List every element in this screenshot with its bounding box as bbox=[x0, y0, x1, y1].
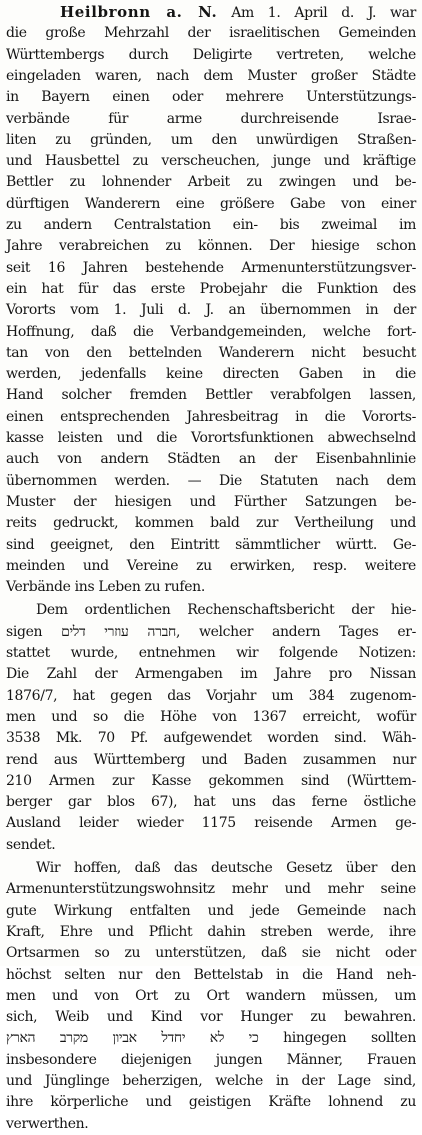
text-line bbox=[6, 385, 416, 406]
text-line bbox=[6, 707, 416, 728]
line-text: ihre körperliche und geistigen Kräfte lohnend zu bbox=[6, 1094, 416, 1111]
line-text: Ortsarmen so zu unterstützen, daß sie nicht oder bbox=[6, 945, 416, 962]
line-text: reits gedruckt, kommen bald zur Vertheilung und bbox=[6, 515, 416, 532]
text-line bbox=[6, 364, 416, 385]
text-line bbox=[6, 23, 416, 44]
text-line bbox=[6, 771, 416, 792]
text-line bbox=[6, 2, 416, 23]
line-text: werden, jedenfalls keine directen Gaben in die bbox=[6, 366, 416, 383]
line-text: 3538 Mk. 70 Pf. aufgewendet worden sind. Wäh- bbox=[6, 730, 416, 747]
headline: Heilbronn a. N. bbox=[60, 3, 218, 21]
line-text: ein hat für das erste Probejahr die Funktion des bbox=[6, 280, 416, 297]
line-text: Ausland leider wieder 1175 reisende Armen ge- bbox=[6, 815, 416, 832]
line-text: sind geeignet, den Eintritt sämmtlicher württ. Ge- bbox=[6, 536, 416, 553]
text-line bbox=[6, 130, 416, 151]
line-text: gute Wirkung entfalten und jede Gemeinde nach bbox=[6, 902, 416, 919]
line-text: verbände für arme durchreisende Israe- bbox=[6, 110, 416, 127]
text-line bbox=[6, 986, 416, 1007]
line-text: und Jünglinge beherzigen, welche in der Lage sind, bbox=[6, 1073, 416, 1089]
line-text: Jahre verabreichen zu können. Der hiesige schon bbox=[6, 238, 416, 255]
text-line bbox=[6, 792, 416, 813]
line-text: einen entsprechenden Jahresbeitrag in die Vororts- bbox=[6, 408, 416, 425]
line-text: Am 1. April d. J. war bbox=[231, 5, 416, 21]
text-line bbox=[6, 513, 416, 534]
text-line bbox=[6, 728, 416, 749]
line-text: dürftigen Wanderern eine größere Gabe von einer bbox=[6, 195, 416, 212]
text-line bbox=[6, 343, 416, 364]
line-text: Hoffnung, daß die Verbandgemeinden, welche fort- bbox=[6, 323, 416, 340]
text-line bbox=[6, 322, 416, 343]
text-line bbox=[6, 686, 416, 707]
text-line bbox=[6, 172, 416, 193]
text-line bbox=[6, 258, 416, 279]
text-line bbox=[6, 492, 416, 513]
line-text: Württembergs durch Deligirte vertreten, welche bbox=[6, 46, 416, 63]
line-text: eingeladen waren, nach dem Muster großer Städte bbox=[6, 67, 416, 84]
text-line bbox=[6, 813, 416, 834]
line-text: sigen חברה עוזרי דלים, welcher andern Tages er- bbox=[6, 623, 416, 640]
text-line bbox=[6, 66, 416, 87]
text-line bbox=[6, 879, 416, 900]
line-text: Kraft, Ehre und Pflicht dahin streben werde, ihre bbox=[6, 923, 416, 940]
text-line bbox=[6, 300, 416, 321]
text-line bbox=[6, 858, 416, 879]
text-line bbox=[6, 1050, 416, 1071]
text-line bbox=[6, 535, 416, 556]
line-text: rend aus Württemberg und Baden zusammen nur bbox=[6, 751, 416, 768]
line-text: seit 16 Jahren bestehende Armenunterstützungsver- bbox=[6, 259, 416, 276]
line-text: Vororts vom 1. Juli d. J. an übernommen in der bbox=[6, 302, 416, 319]
line-text: meinden und Vereine zu erwirken, resp. weitere bbox=[6, 557, 416, 574]
line-text: Armenunterstützungswohnsitz mehr und mehr seine bbox=[6, 881, 416, 898]
line-text: men und so die Höhe von 1367 erreicht, wofür bbox=[6, 708, 416, 725]
text-line bbox=[6, 835, 416, 856]
text-line bbox=[6, 109, 416, 130]
line-text: Bettler zu lohnender Arbeit zu zwingen und be- bbox=[6, 174, 416, 191]
line-text: die große Mehrzahl der israelitischen Gemeinden bbox=[6, 25, 416, 42]
text-line bbox=[6, 577, 416, 598]
line-text: Dem ordentlichen Rechenschaftsbericht der hie- bbox=[36, 602, 416, 619]
text-line bbox=[6, 215, 416, 236]
line-text: 1876/7, hat gegen das Vorjahr um 384 zugenom- bbox=[6, 687, 416, 704]
line-text: Wir hoffen, daß das deutsche Gesetz über den bbox=[36, 860, 416, 876]
text-line bbox=[6, 87, 416, 108]
text-line bbox=[6, 600, 416, 621]
line-text: und Hausbettel zu verscheuchen, junge und kräftige bbox=[6, 153, 416, 170]
line-text: Hand solcher fremden Bettler verabfolgen lassen, bbox=[6, 387, 416, 404]
line-text: verwerthen. bbox=[6, 1115, 89, 1132]
text-line bbox=[6, 407, 416, 428]
line-text: höchst selten nur den Bettelstab in die Hand neh- bbox=[6, 966, 416, 983]
text-line bbox=[6, 236, 416, 257]
text-line bbox=[6, 965, 416, 986]
line-text: stattet wurde, entnehmen wir folgende Notizen: bbox=[6, 645, 416, 661]
text-line bbox=[6, 943, 416, 964]
line-text: sich, Weib und Kind vor Hunger zu bewahren. bbox=[6, 1009, 416, 1026]
text-line bbox=[6, 45, 416, 66]
text-line bbox=[6, 643, 416, 664]
line-text: כי לא יחדל אביון מקרב הארץ hingegen sollten bbox=[6, 1030, 416, 1047]
text-line bbox=[6, 428, 416, 449]
text-line bbox=[6, 151, 416, 172]
text-line bbox=[6, 1028, 416, 1049]
text-line bbox=[6, 1007, 416, 1028]
line-text: 210 Armen zur Kasse gekommen sind (Württem- bbox=[6, 772, 416, 789]
text-line bbox=[6, 622, 416, 643]
line-text: Die Zahl der Armengaben im Jahre pro Nissan bbox=[6, 666, 416, 683]
line-text: insbesondere diejenigen jungen Männer, Frauen bbox=[6, 1051, 416, 1068]
text-line bbox=[6, 1114, 416, 1135]
line-text: zu andern Centralstation ein- bis zweimal im bbox=[6, 217, 416, 233]
text-line bbox=[6, 449, 416, 470]
line-text: kasse leisten und die Vorortsfunktionen abwechselnd bbox=[6, 430, 416, 446]
text-line bbox=[6, 279, 416, 300]
line-text: men und von Ort zu Ort wandern müssen, um bbox=[6, 987, 416, 1004]
line-text: berger gar blos 67), hat uns das ferne östliche bbox=[6, 794, 416, 811]
text-line bbox=[6, 1071, 416, 1092]
text-line bbox=[6, 664, 416, 685]
text-line bbox=[6, 556, 416, 577]
text-line bbox=[6, 750, 416, 771]
line-text: liten zu gründen, um den unwürdigen Straßen- bbox=[6, 131, 416, 148]
line-text: auch von andern Städten an der Eisenbahnlinie bbox=[6, 451, 416, 468]
line-text: in Bayern einen oder mehrere Unterstützungs- bbox=[6, 89, 416, 106]
text-line bbox=[6, 194, 416, 215]
text-line bbox=[6, 471, 416, 492]
line-text: übernommen werden. — Die Statuten nach dem bbox=[6, 472, 416, 489]
line-text: sendet. bbox=[6, 836, 56, 853]
line-text: Verbände ins Leben zu rufen. bbox=[6, 579, 205, 596]
text-line bbox=[6, 922, 416, 943]
line-text: tan von den bettelnden Wanderern nicht besucht bbox=[6, 344, 416, 361]
line-text: Muster der hiesigen und Fürther Satzungen be- bbox=[6, 493, 416, 510]
text-line bbox=[6, 1092, 416, 1113]
text-line bbox=[6, 901, 416, 922]
